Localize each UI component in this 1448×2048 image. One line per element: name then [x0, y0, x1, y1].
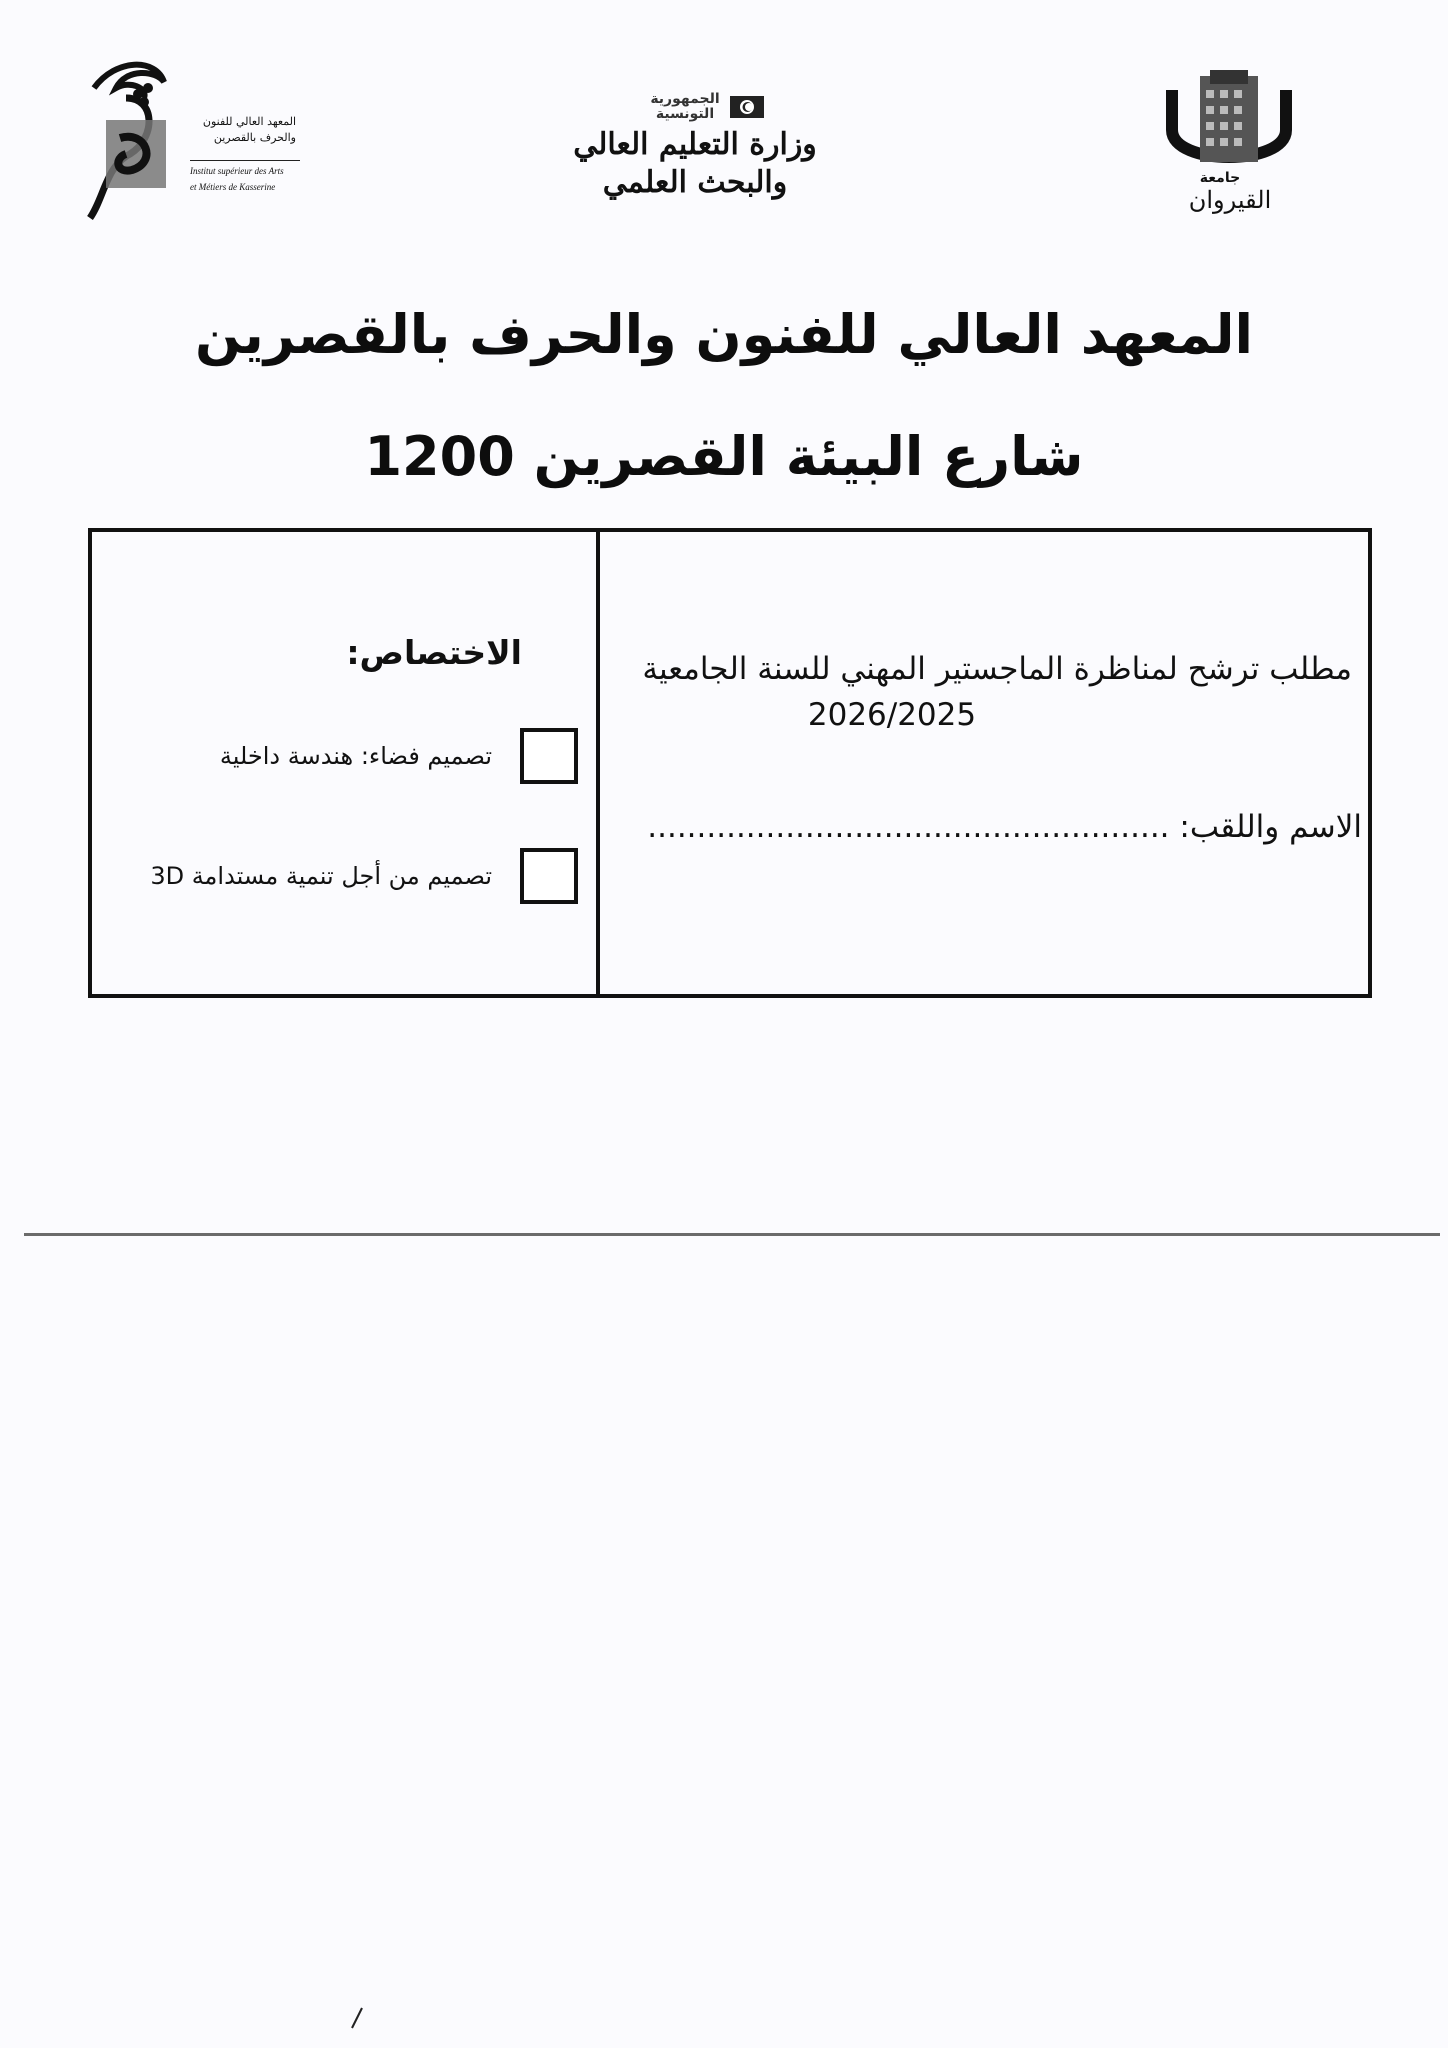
university-name: القيروان	[1188, 186, 1272, 214]
institute-fr-line2: et Métiers de Kasserine	[190, 182, 276, 192]
checkbox-interior-design[interactable]	[520, 728, 578, 784]
university-logo	[1150, 70, 1310, 220]
institute-ar-line1: المعهد العالي للفنون	[202, 115, 296, 128]
specialty-option-sustainable-3d[interactable]	[112, 848, 582, 908]
name-label: الاسم واللقب:	[1179, 809, 1362, 845]
republic-line1: الجمهورية	[650, 91, 720, 107]
ministry-line1: وزارة التعليم العالي	[573, 127, 817, 162]
application-form-box	[88, 528, 1372, 998]
ministry-logo	[560, 90, 830, 200]
tunisia-flag-icon	[730, 96, 764, 118]
specialty-option-interior-design[interactable]	[112, 728, 582, 788]
institute-title: المعهد العالي للفنون والحرف بالقصرين	[194, 303, 1254, 366]
institute-ar-line2: والحرف بالقصرين	[213, 131, 296, 144]
name-field-row[interactable]	[622, 804, 1362, 850]
name-fill-dots[interactable]: .....................................................	[647, 809, 1170, 845]
request-line: مطلب ترشح لمناظرة الماجستير المهني للسنة الجامعية	[642, 651, 1352, 687]
ministry-line2: والبحث العلمي	[602, 165, 788, 200]
university-word: جامعة	[1199, 170, 1241, 186]
scan-mark-icon	[350, 2006, 364, 2030]
institute-logo	[86, 58, 296, 223]
university-building-icon	[1164, 70, 1294, 170]
request-text	[612, 646, 1352, 738]
form-divider	[596, 532, 600, 994]
calligraphy-emblem-icon	[86, 58, 190, 223]
checkbox-sustainable-3d[interactable]	[520, 848, 578, 904]
option-label-sustainable-3d: تصميم من أجل تنمية مستدامة 3D	[150, 862, 492, 890]
horizontal-rule	[24, 1233, 1440, 1236]
address-title: شارع البيئة القصرين 1200	[364, 425, 1084, 488]
option-label-interior-design: تصميم فضاء: هندسة داخلية	[219, 742, 492, 770]
specialty-label: الاختصاص:	[346, 633, 522, 672]
academic-year: 2026/2025	[807, 697, 977, 733]
republic-line2: التونسية	[655, 106, 715, 122]
institute-fr-line1: Institut supérieur des Arts	[190, 166, 284, 176]
